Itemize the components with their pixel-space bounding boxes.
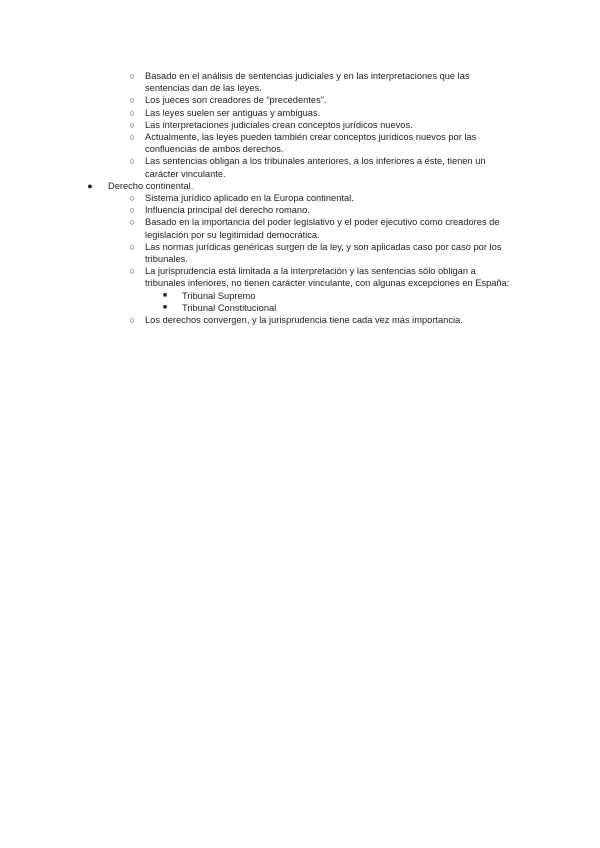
list-item: [0, 265, 600, 289]
list-item-text: Actualmente, las leyes pueden también crear conceptos jurídicos nuevos por las confluencias de ambos derechos.: [145, 132, 477, 155]
hollow-circle-bullet-icon: ○: [129, 241, 135, 252]
list-item: [0, 204, 600, 216]
hollow-circle-bullet-icon: ○: [129, 217, 135, 228]
list-item-text: Las interpretaciones judiciales crean conceptos jurídicos nuevos.: [145, 119, 413, 130]
list-item: [0, 216, 600, 240]
list-item: [0, 107, 600, 119]
intro-sublist: [0, 70, 600, 180]
list-item: [0, 94, 600, 106]
list-item: [0, 119, 600, 131]
hollow-circle-bullet-icon: ○: [129, 156, 135, 167]
continental-sublist-end: [0, 314, 600, 326]
hollow-circle-bullet-icon: ○: [129, 266, 135, 277]
list-item-text: Los jueces son creadores de “precedentes”.: [145, 95, 327, 106]
section-heading: Derecho continental.: [108, 180, 194, 191]
filled-circle-bullet-icon: ●: [87, 180, 93, 191]
main-list: [0, 180, 600, 192]
square-bullet-icon: ■: [162, 303, 168, 311]
hollow-circle-bullet-icon: ○: [129, 205, 135, 216]
exceptions-sublist: [0, 290, 600, 314]
list-item-text: Los derechos convergen, y la jurisprudencia tiene cada vez más importancia.: [145, 315, 463, 326]
square-bullet-icon: ■: [162, 291, 168, 299]
hollow-circle-bullet-icon: ○: [129, 315, 135, 326]
list-item: [0, 290, 600, 302]
list-item: [0, 192, 600, 204]
hollow-circle-bullet-icon: ○: [129, 193, 135, 204]
hollow-circle-bullet-icon: ○: [129, 119, 135, 130]
list-item-text: Las leyes suelen ser antiguas y ambiguas.: [145, 107, 321, 118]
list-item-derecho-continental: [0, 180, 600, 192]
list-item: [0, 70, 600, 94]
hollow-circle-bullet-icon: ○: [129, 132, 135, 143]
list-item-text: La jurisprudencia está limitada a la interpretación y las sentencias sólo obligan a tribunales inferiores, no tienen carácter vinculante, con algunas excepciones en España:: [145, 266, 510, 289]
list-item-text: Sistema jurídico aplicado en la Europa continental.: [145, 193, 354, 204]
list-item: [0, 314, 600, 326]
document-body: [0, 70, 600, 326]
list-item-text: Tribunal Constitucional: [182, 302, 277, 313]
list-item: [0, 155, 600, 179]
hollow-circle-bullet-icon: ○: [129, 71, 135, 81]
list-item: [0, 302, 600, 314]
list-item-text: Influencia principal del derecho romano.: [145, 205, 310, 216]
continental-sublist: [0, 192, 600, 290]
list-item-text: Las sentencias obligan a los tribunales anteriores, a los inferiores a éste, tienen un carácter vinculante.: [145, 156, 486, 179]
hollow-circle-bullet-icon: ○: [129, 95, 135, 106]
list-item-text: Basado en la importancia del poder legislativo y el poder ejecutivo como creadores de legislación por su legitimidad democrática.: [145, 217, 500, 240]
list-item-text: Basado en el análisis de sentencias judiciales y en las interpretaciones que las sentencias dan de las leyes.: [145, 71, 470, 94]
list-item-text: Tribunal Supremo: [182, 290, 256, 301]
list-item-text: Las normas jurídicas genéricas surgen de la ley, y son aplicadas caso por caso por los tribunales.: [145, 241, 502, 265]
hollow-circle-bullet-icon: ○: [129, 107, 135, 118]
list-item: [0, 241, 600, 265]
list-item: [0, 131, 600, 155]
